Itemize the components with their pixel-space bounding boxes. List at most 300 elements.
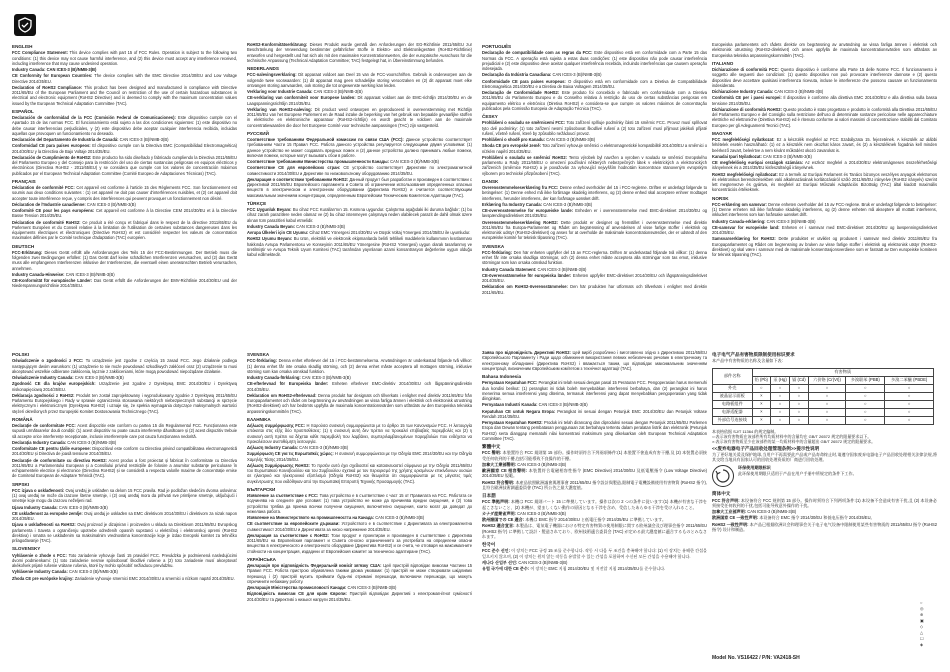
paragraph-text: Cet appareil est conforme à la Directive CEM 2014/30/EU et à la Directive Basse Tension 2014/35/EU.: [12, 208, 237, 219]
paragraph-label: RoHS2-Konformitätserklärung:: [247, 42, 308, 47]
simplified-chinese-section: [712, 498, 937, 533]
paragraph-text: This device complies with part 15 of FCC Rules. Operation is subject to the following two conditions: (1) this device may not cause harmful interference, and (2) this device must accept any interference received, including interference that may cause undesired operation.: [12, 50, 237, 66]
paragraph-text: CAN ICES-3 (B)/NMB-3(B): [518, 559, 568, 565]
compliance-paragraph: [12, 576, 237, 581]
compliance-paragraph: [247, 42, 472, 63]
compliance-paragraph: [482, 420, 707, 441]
panel-top-3: [482, 42, 707, 332]
paragraph-label: Declaration of RoHS2 Compliance:: [12, 84, 83, 90]
paragraph-label: Conformité CE pour les pays européens:: [12, 208, 95, 213]
paragraph-label: FCC izjava o usklađenosti:: [12, 487, 65, 493]
table-row: [713, 416, 934, 424]
rohs-substance-header: 六价铬 (Cr(VI)): [808, 376, 845, 384]
compliance-paragraph: [12, 393, 237, 414]
compliance-paragraph: [712, 219, 937, 224]
section-heading: NORSK: [712, 195, 729, 201]
compliance-paragraph: [12, 553, 237, 569]
compliance-paragraph: [247, 493, 472, 514]
panel-bottom-3: [482, 350, 707, 668]
compliance-paragraph: [482, 450, 707, 461]
paragraph-text: CAN ICES-3 (B)/NMB-3(B): [299, 445, 349, 450]
paragraph-label: FCC 符合声明:: [712, 497, 740, 503]
compliance-paragraph: [247, 515, 472, 520]
compliance-paragraph: [712, 225, 937, 236]
panel-top-4: [712, 42, 937, 332]
paragraph-label: FCC-förklaring:: [482, 249, 513, 255]
paragraph-label: Declaração da Indústria Canadiana:: [482, 72, 552, 78]
paragraph-text: Dit product werd ontworpen en geproduceerd in overeenstemming met Richtlijn 2011/65/EU van het Europese Parlement en de Raad inzake de beperking van het gebruik van bepaalde gevaarlijke stoffen in elektrische en elektronische apparatuur (RoHS2-richtlijn) en wordt geacht te voldoen aan de maximale concentratiewaarden die door het Europese Comité voor technische aanpassingen (TAC) zijn vastgesteld.: [247, 106, 472, 128]
compliance-paragraph: [247, 375, 472, 380]
panel-top-1: [12, 42, 237, 332]
paragraph-text: Este producto ha sido diseñado y fabricado cumpliendo la Directiva 2011/65/EU del Parlamento Europeo y del Consejo para la restricción del uso de ciertas sustancias peligrosas en equipos eléctricos y electrónicos (Directiva RoHS2 - 2011/65/EU) y se considera que cumple con los valores de concentración máximos publicados por el European Technical Adaptation Committee (Comité Europeo de Adaptaciones Técnicas) (TAC).: [12, 154, 237, 176]
compliance-paragraph: [247, 107, 472, 128]
paragraph-label: FCC megfelelőségi nyilatkozat:: [712, 137, 775, 142]
compliance-paragraph: [712, 160, 937, 171]
compliance-paragraph: [712, 172, 937, 193]
paragraph-text: Ovaj proizvod je dizajniran i proizveden u skladu sa Direktivom 2011/65/EU Evropskog parlamenta i Saveta o ograničenju upotrebe određenih opasnih supstanci u električnoj i elektronskoj opremi (RoHS2 direktiva) i smatra se usklađenim sa maksimalnim vrednostima koncentracije koje je izdao Evropski komitet za tehničko prilagođavanje (TAC).: [12, 522, 237, 543]
language-section: [247, 417, 472, 484]
paragraph-label: FCC-erklæring om samsvar:: [712, 201, 767, 207]
paragraph-label: Deklaracja zgodności z RoHS2:: [12, 392, 75, 398]
compliance-paragraph: [712, 95, 937, 106]
compliance-paragraph: [247, 89, 472, 94]
table-row: [713, 408, 934, 416]
paragraph-text: Perangkat ini sesuai dengan Petunjuk EMC 2014/30/EU dan Petunjuk Voltase Rendah 2014/35/EU.: [482, 408, 707, 419]
paragraph-text: Produkt ten został zaprojektowany i wyprodukowany zgodnie z Dyrektywą 2011/65/EU Parlamentu Europejskiego i Rady w sprawie ograniczenia stosowania niektórych niebezpiecznych substancji w sprzęcie elektrycznym i elektronicznym (Dyrektywa RoHS2) i uznaje się, że spełnia wymagania dotyczące maksymalnych wartości stężeń określonych przez Europejski Komitet Dostosowania Technicznego (TAC).: [12, 392, 237, 414]
rohs-mark-cell: ○: [808, 400, 845, 408]
rohs-substance-header: 铅 (Pb): [752, 376, 771, 384]
paragraph-text: El dispositivo cumple con la Directiva EMC (Compatibilidad Electromagnética) 2014/30/EU y la Directiva de Bajo Voltaje 2014/35/EU.: [12, 143, 237, 154]
section-heading: DANSK: [482, 178, 499, 184]
paragraph-text: Denna enhet efterlever del 15 i FCC-bestämmelserna. Användningen är underkastad följande två villkor: (1) denna enhet får inte orsaka skadlig störning, och (2) denna enhet måste acceptera all mottagen störning, inklusive störning som kan orsaka oönskad funktion.: [247, 358, 472, 374]
rohs-mark-cell: ○: [808, 408, 845, 416]
paragraph-text: Este dispositivo cumple con el Apartado 15 de las normas FCC. El funcionamiento está sujeto a las dos condiciones siguientes: (1) este dispositivo no debe causar interferencias perjudiciales, y (2) este dispositivo debe aceptar cualquier interferencia recibida, incluidas aquellas que provoquen un funcionamiento no deseado.: [12, 115, 237, 136]
rohs-mark-cell: ○: [771, 384, 790, 392]
compliance-paragraph: [12, 115, 237, 136]
certification-mark: △: [920, 630, 924, 635]
compliance-paragraph: [482, 560, 707, 565]
rohs-notes: [712, 429, 937, 444]
compliance-paragraph: [482, 155, 707, 176]
paragraph-label: RoHS2 megfelelőségi nyilatkozat:: [712, 171, 778, 177]
compliance-paragraph: [482, 72, 707, 77]
paragraph-label: 加拿大工业部声明:: [712, 509, 747, 514]
compliance-paragraph: [247, 207, 472, 223]
compliance-paragraph: [247, 72, 472, 88]
paragraph-text: Ez a termék az Európai Parlament és Tanács bizonyos veszélyes anyagok elektromos és elektronikus berendezésekben való alkalmazásának korlátozásáról szóló 2011/65/EU irányelve (RoHS2 irányelv) szerint lett megtervezve és gyártva, és megfelel az Európai Műszaki Adaptációs Bizottság (TAC) által kiadott maximális koncentrációs értékeknek.: [712, 171, 937, 193]
paragraph-text: CAN ICES-3 (B)/NMB-3(B): [67, 439, 117, 445]
paragraph-label: Shoda CE pro evropské země:: [482, 143, 541, 149]
language-section: [12, 482, 237, 544]
paragraph-text: Данный продукт был разработан и произведен в соответствии с Директивой 2011/65/EU Европейского парламента и Совета об ограничении использования определенных опасных веществ в электрическом и электронном оборудовании (Директива RoHS2) и считается соответствующим максимальным значениям концентрации, определенным Европейским Техническим Комитетом Адаптации (ТАС).: [247, 176, 472, 198]
compliance-paragraph: [12, 458, 237, 479]
compliance-paragraph: [247, 585, 472, 590]
paragraph-label: Відповідність вимогам СЕ для країн Європи:: [247, 591, 347, 597]
paragraph-label: Declaración de Cumplimiento de RoHS2:: [12, 154, 92, 160]
paragraph-label: Izjava o usklađenosti sa RoHS2:: [12, 522, 76, 528]
paragraph-label: Izjava Industry Canada:: [12, 504, 58, 510]
paragraph-label: 欧洲国家 CE 一致性声明:: [712, 515, 759, 521]
compliance-paragraph: [482, 185, 707, 201]
rohs-mark-cell: ○: [885, 400, 934, 408]
compliance-paragraph: [482, 137, 707, 142]
paragraph-text: This product has been designed and manufactured in compliance with Directive 2011/65/EU of the European Parliament and the Council on restriction of the use of certain hazardous substances in electrical and electronic equipment (RoHS2 Directive) and is deemed to comply with the maximum concentration values issued by the European Technical Adaptation Committee (TAC).: [12, 84, 237, 106]
paragraph-text: Zariadenie vyhovuje smernici EMC 2014/30/EU a smernici o nízkom napätí 2014/35/EU.: [74, 575, 235, 581]
paragraph-text: Bu ürün, elektrikli ve elektronik ekipmanlarda belirli tehlikeli maddelerin kullanımının kısıtlanması hakkında Avrupa Parlamentosu ve Konseyinin 2011/65/EU Yönergesine (RoHS2 Yönergesi) uygun olarak tasarlanmış ve üretilmiştir ve Avrupa Teknik Uyum Komitesi (TAC) tarafından yayınlanan azami konsantrasyon değerlerine uygun olduğu kabul edilmektedir.: [247, 236, 472, 257]
paragraph-text: CAN ICES-3 (B)/NMB-3(B): [347, 585, 397, 590]
language-section: [712, 61, 937, 128]
paragraph-text: Questo prodotto è stato progettato e prodotto in conformità alla Direttiva 2011/65/EU del Parlamento Europeo e del Consiglio sulla restrizione dell'uso di determinate sostanze pericolose nelle apparecchiature elettriche ed elettroniche (Direttiva RoHS2) ed è ritenuto conforme ai valori massimi di concentrazione stabiliti dal Comitato Europeo per gli Adeguamenti Tecnici (TAC).: [712, 106, 937, 128]
compliance-paragraph: [482, 468, 707, 479]
paragraph-text: CAN ICES-3 (B)/NMB-3(B): [762, 153, 812, 159]
compliance-paragraph: [247, 445, 472, 450]
paragraph-label: CE usklađenost za evropske zemlje:: [12, 510, 83, 516]
compliance-paragraph: [482, 267, 707, 272]
compliance-paragraph: [12, 250, 237, 271]
paragraph-label: RoHS2 一致性声明:: [712, 521, 749, 527]
compliance-paragraph: [712, 107, 937, 128]
compliance-paragraph: [12, 381, 237, 392]
paragraph-text: CAN ICES-3 (B)/NMB-3(B): [747, 509, 797, 514]
language-section: [247, 131, 472, 198]
paragraph-label: FCC 준수 선언:: [482, 548, 510, 554]
compliance-paragraph: [247, 393, 472, 414]
table-row: [713, 400, 934, 408]
panel-bottom-1: [12, 350, 237, 668]
section-heading: MAGYAR: [712, 130, 732, 136]
paragraph-label: Vyhlásenie o zhode s FCC:: [12, 552, 67, 558]
paragraph-label: Изявление за съответствие с FCC:: [247, 493, 319, 498]
paragraph-text: CAN ICES-3 (B)/NMB-3(B): [766, 218, 816, 224]
rohs-mark-cell: ○: [752, 384, 771, 392]
language-section: [12, 546, 237, 581]
compliance-paragraph: [712, 89, 937, 94]
paragraph-label: CE съответствие за европейските държави:: [247, 521, 340, 527]
rohs-mark-cell: ×: [752, 416, 771, 424]
paragraph-text: Toto zariadenie vyhovuje časti 15 pravidiel FCC. Prevádzka je podmienená nasledujúcimi dvomi podmienkami: (1) toto zariadenie nesmie spôsobovať škodlivé rušenie a (2) toto zariadenie musí akceptovať akékoľvek prijaté rušenie vrátane rušenia, ktoré by mohlo spôsobiť nežiaducu prevádzku.: [12, 552, 237, 568]
paragraph-label: CE-efterlevnad för Europeiska länder:: [247, 381, 329, 387]
paragraph-text: Denne enhed overholder del 15 i FCC-reglerne. Driften er underlagt følgende to betingelser: (1) Denne enhed må ikke forårsage skadelig interferens, og (2) denne enhed skal acceptere enhver modtaget interferens, herunder interferens, der kan forårsage uønsket drift.: [482, 185, 707, 201]
paragraph-label: Erklæring fra Industry Canada:: [482, 201, 543, 207]
recycle-icon: [712, 465, 734, 487]
paragraph-text: Η συσκευή συμμορφώνεται με την Οδηγία EMC 2014/30/EU και την Οδηγία Χαμηλής Τάσης 2014/35/EU.: [247, 451, 472, 462]
paragraph-text: Denna produkt har designats och tillverkats i enlighet med direktiv 2011/65/EU från Europaparlamentet och rådet om begränsning av användningen av vissa farliga ämnen i elektrisk och elektronisk utrustning (RoHS2-direktivet) och har bedömts uppfylla de maximala koncentrationsvärden som utfärdats av den Europeiska tekniska anpassningskommittén (TAC).: [247, 392, 472, 414]
paragraph-label: Overensstemmelseserklæring fra FCC:: [482, 185, 559, 190]
compliance-paragraph: [247, 177, 472, 198]
rohs-mark-cell: ○: [771, 392, 790, 400]
paragraph-label: FCC 準拠声明:: [482, 499, 510, 505]
paragraph-label: Verklaring van RoHS2-naleving:: [247, 106, 312, 112]
paragraph-text: 本裝置符合電磁相容性指令 (EMC Directive) 2014/30/EU 及低電壓指令 (Low Voltage Directive) 2014/35/EU 規範。: [482, 468, 707, 479]
paragraph-label: Déclaration de l'Industrie canadienne:: [12, 201, 86, 207]
compliance-paragraph: [12, 143, 237, 154]
compliance-paragraph: [712, 509, 937, 514]
paragraph-label: カナダ産業省声明:: [482, 510, 516, 516]
paragraph-text: Този продукт е проектиран и произведен в съответствие с Директива 2011/65/EU на Европейския парламент и Съвета относно ограничението за употребата на определени опасни вещества в електрическото и електронното оборудване (Директива RoHS2) и се счита, че отговаря на максималните стойности на концентрация, издадени от Европейския комитет за техническо адаптиране (TAC).: [247, 532, 472, 554]
certification-mark: ⊕: [920, 612, 924, 617]
paragraph-text: CAN ICES-3 (B)/NMB-3(B): [74, 375, 124, 380]
compliance-paragraph: [482, 499, 707, 510]
paragraph-text: Το προϊόν αυτό έχει σχεδιαστεί και κατασκευαστεί σύμφωνα με την Οδηγία 2011/65/EU του Ευρωπαϊκού Κοινοβουλίου και του Συμβουλίου σχετικά με τον περιορισμό της χρήσης ορισμένων επικίνδυνων ουσιών σε ηλεκτρικό και ηλεκτρονικό εξοπλισμό (Οδηγία RoHS2) και θεωρείται ότι συμμορφώνεται με τις μέγιστες τιμές συγκέντρωσης που εκδόθηκαν από την Ευρωπαϊκή Επιτροπή Τεχνικής Προσαρμογής (TAC).: [247, 462, 472, 484]
compliance-paragraph: [247, 563, 472, 584]
rohs-note: ×:表示该有害物质至少在该部件的某一均质材料中的含量超出 GB/T 26572 规定的限量要求。: [712, 438, 876, 444]
paragraph-label: Pernyataan Industri Kanada:: [482, 402, 538, 408]
compliance-paragraph: [247, 358, 472, 374]
compliance-paragraph: [712, 42, 937, 58]
compliance-paragraph: [482, 50, 707, 71]
compliance-paragraph: [482, 548, 707, 559]
compliance-paragraph: [712, 137, 937, 153]
compliance-paragraph: [12, 208, 237, 219]
compliance-paragraph: [247, 159, 472, 164]
paragraph-label: Verklaring voor Industrie Canada:: [247, 89, 313, 94]
paragraph-label: Avrupa Ülkeleri için CE Uyumu:: [247, 230, 309, 235]
paragraph-text: Dispozitivul este conform cu Directiva privind compatibilitatea electromagnetică 2014/30/EU și Directiva de joasă tensiune 2014/35/EU.: [12, 446, 237, 457]
paragraph-label: FCC Uygunluk Beyanı:: [247, 207, 292, 212]
compliance-paragraph: [482, 380, 707, 401]
paragraph-text: 本产品已根据欧洲议会和理事会关于电子电气设备中限制使用某些有害物质的 2011/65/EU 指令 (RoHS2 指令) 设计和制造。: [712, 521, 937, 532]
paragraph-text: Urządzenie jest zgodne z Dyrektywą EMC 2014/30/EU i Dyrektywą niskonapięciową 2014/35/EU.: [12, 381, 237, 392]
compliance-paragraph: [247, 165, 472, 176]
paragraph-text: 이 장치는 FCC 규정 15 조를 준수합니다. 작동 시 다음 두 조건을 충족해야 합니다: (1) 이 장치는 유해한 간섭을 일으키지 않으며, (2) 이 장치는 원치 않는 작동을 유발할 수 있는 간섭을 포함하여 수신된 모든 간섭을 수용해야 합니다.: [482, 548, 707, 559]
compliance-paragraph: [482, 566, 707, 571]
paragraph-text: Enheten er i samsvar med EMC-direktivet 2014/30/EU og lavspenningsdirektivet 2014/35/EU.: [712, 224, 937, 235]
paragraph-label: Соответствие требованиям Министерства промышленности Канады:: [247, 159, 389, 164]
language-section: [12, 44, 237, 106]
paragraph-label: 欧州諸国での CE 適合:: [482, 517, 525, 522]
rohs-part-name: 外壳: [713, 384, 753, 392]
compliance-paragraph: [482, 462, 707, 467]
language-section: [482, 444, 707, 490]
paragraph-label: Kepatuhan CE untuk Negara Eropa:: [482, 408, 556, 414]
section-heading: ΕΛΛΗΝΙΚΑ: [247, 416, 271, 422]
compliance-paragraph: [12, 446, 237, 457]
paragraph-text: Ovaj uređaj je usklađen sa delom 15 FCC pravila. Rad je podložan sledećim dvoma uslovima: (1) ovaj uređaj ne može da izazove štetne smetnje, i (2) ovaj uređaj mora da prihvati sve primljene smetnje, uključujući i smetnje koje mogu da izazovu neželjeni rad.: [12, 487, 237, 504]
compliance-paragraph: [12, 155, 237, 176]
rohs-header-group: 有害物质: [752, 368, 934, 376]
rohs-note: 本表格依据 SJ/T 11364 的规定编制。: [712, 428, 779, 434]
rohs-mark-cell: ○: [789, 392, 808, 400]
compliance-paragraph: [12, 278, 237, 289]
paragraph-text: CAN ICES-3 (B)/NMB-3(B): [543, 201, 593, 207]
paragraph-text: Cihaz EMC Yönergesi 2014/30/EU ve Düşük Voltaj Yönergesi 2014/35/EU ile uyumludur.: [309, 230, 471, 235]
section-heading: ČESKY: [482, 114, 498, 119]
paragraph-label: Zgodność CE dla krajów europejskich:: [12, 381, 96, 387]
rohs-mark-cell: ○: [789, 400, 808, 408]
paragraph-text: Questo dispositivo è conforme alla Parte 15 delle Norme FCC. Il funzionamento è soggetto alle seguenti due condizioni: (1) questo dispositivo non può provocare interferenze dannose e (2) questo dispositivo deve accettare qualsiasi interferenza ricevuta, incluse le interferenze che possono causare un funzionamento indesiderato.: [712, 67, 937, 88]
paragraph-text: Пристрій відповідає Директиві з електромагнітної сумісності 2014/30/EU та Директиві з низької напруги 2014/35/EU.: [247, 591, 472, 602]
compliance-paragraph: [247, 230, 472, 235]
paragraph-label: Prohlášení o souladu se směrnicí RoHS2:: [482, 154, 567, 160]
section-heading: NEDERLANDS: [247, 66, 279, 71]
paragraph-text: Това устройство е в съответствие с част 15 от Правилата на FCC. Работата се подчинява на следните две условия: (1) това устройство не може да причинява вредни смущения, и (2) това устройство трябва да приема всички получени смущения, включително смущения, които могат да доведат до нежелана работа.: [247, 493, 472, 514]
certification-mark: ◎: [920, 606, 924, 611]
paragraph-text: Ovaj uređaj je usklađen sa EMC direktivom 2014/30/EU i direktivom za nizak napon 2014/35/EU.: [12, 510, 237, 521]
compliance-paragraph: [712, 522, 937, 533]
language-section: [712, 42, 937, 58]
rohs-substance-header: 镉 (Cd): [789, 376, 808, 384]
paragraph-text: Enheten uppfyller EMC-direktivet 2014/30/EU och lågspänningsdirektivet 2014/35/EU.: [482, 272, 707, 283]
rohs-mark-cell: ×: [752, 408, 771, 416]
rohs-substance-header: 多溴二苯醚 (PBDE): [885, 376, 934, 384]
paragraph-label: Декларація про відповідність Федеральній комісії зв'язку США:: [247, 563, 382, 568]
paragraph-text: Dette produkt er designet og fremstillet i overensstemmelse med direktiv 2011/65/EU fra Europa-Parlamentet og Rådet om begrænsning af anvendelsen af visse farlige stoffer i elektrisk og elektronisk udstyr (RoHS2-direktivet) og anses for at overholde de maksimale koncentrationsværdier, der er udstedt af den europæiske komité for teknisk tilpasning (TAC).: [482, 219, 707, 241]
compliance-paragraph: [12, 440, 237, 445]
rohs-china-heading: 电子电气产品有害物质限制使用标识要求: [712, 352, 795, 357]
compliance-paragraph: [482, 511, 707, 516]
paragraph-text: Bu cihaz FCC Kuralları'nın 15. Kısmına uygundur. Çalıştırma aşağıdaki iki duruma bağlıdır: (1) bu cihaz zararlı parazitlere neden olamaz ve (2) bu cihaz istenmeyen çalışmaya neden olabilecek parazit de dahil olmak üzere alınan tüm parazitleri kabul etmelidir.: [247, 207, 472, 223]
compliance-paragraph: [12, 73, 237, 84]
compliance-paragraph: [712, 202, 937, 218]
paragraph-label: CE Conformity for European Countries:: [12, 73, 93, 79]
paragraph-text: Ce produit a été conçu et fabriqué dans le respect de la directive 2011/65/EU du Parlement Européen et du Conseil relative à la limitation de l'utilisation de certaines substances dangereuses dans les équipements électriques et électroniques (Directive RoHS2) et est considéré respecter les valeurs de concentration maximales définies par le Comité technique d'adaptation (TAC) européen.: [12, 219, 237, 241]
compliance-paragraph: [12, 505, 237, 510]
rohs-part-name: 电源适配器: [713, 408, 753, 416]
language-section: [712, 196, 937, 258]
paragraph-text: Enheden er i overensstemmelse med EMC-direktivet 2014/30/EU og lavspændingsdirektivet 2014/35/EU.: [482, 208, 707, 219]
brand-logo: [14, 14, 36, 36]
compliance-paragraph: [247, 95, 472, 106]
compliance-paragraph: [712, 498, 937, 509]
paragraph-label: 유럽 국가에 대한 CE 준수:: [482, 566, 530, 571]
paragraph-label: Oświadczenie o zgodności z FCC:: [12, 358, 84, 364]
paragraph-label: FCC Compliance Statement:: [12, 50, 68, 56]
paragraph-label: Declarația Industry Canada:: [12, 439, 67, 445]
paragraph-label: RoHS2 Uyumu Beyanı:: [247, 236, 293, 242]
paragraph-text: Tento výrobek byl navržen a vyroben v souladu se směrnicí Evropského parlamentu a Rady 2011/65/EU o omezení používání některých nebezpečných látek v elektrických a elektronických zařízeních (směrnice RoHS2) a je považován za vyhovující nejvyšším hodnotám koncentrace stanoveným evropským výborem pro technické přizpůsobení (TAC).: [482, 154, 707, 176]
paragraph-label: CE-overensstemmelse for europæiske lande:: [482, 208, 574, 213]
recycle-block: [712, 465, 937, 487]
language-section: [482, 493, 707, 539]
compliance-paragraph: [247, 224, 472, 229]
compliance-paragraph: [12, 375, 237, 380]
paragraph-text: CAN ICES-3 (B)/NMB-3(B): [296, 223, 346, 229]
compliance-paragraph: [482, 90, 707, 111]
language-section: [12, 179, 237, 241]
section-heading: УКРАЇНСЬКА: [247, 556, 276, 562]
paragraph-text: CE устройство соответствует Директиве по электромагнитной совместимости 2014/30/EU и Директиве по низковольтному оборудованию 2014/35/EU.: [247, 165, 472, 176]
compliance-paragraph: [247, 451, 472, 462]
paragraph-label: CE megfelelőség európai országok számára:: [712, 160, 804, 165]
paragraph-text: Il dispositivo è conforme alla direttiva EMC 2014/30/EU e alla direttiva sulla bassa tensione 2014/35/EU.: [712, 95, 937, 106]
language-section: [247, 201, 472, 258]
paragraph-label: 歐洲國家 CE 相容聲明:: [482, 468, 528, 473]
rohs-mark-cell: ○: [808, 392, 845, 400]
paragraph-label: Oświadczenie Industry Canada:: [12, 375, 74, 380]
paragraph-text: CAN ICES-3 (B)/NMB-3(B): [552, 72, 602, 78]
language-section: [247, 557, 472, 602]
rohs-note: ○:表示该有害物质在该部件所有均质材料中的含量均在 GB/T 26572 规定的限量要求以下。: [712, 433, 872, 439]
language-section: [247, 487, 472, 554]
recycling-heading: <<废弃电器电子产品回收处理管理条例>>提示性说明: [712, 445, 820, 451]
paragraph-label: 加拿大工業部聲明:: [482, 461, 517, 467]
paragraph-text: Dit apparaat voldoet aan de EMC-richtlijn 2014/30/EU en de Laagspanningsrichtlijn 2014/35/EU.: [247, 95, 472, 106]
paragraph-text: Данное устройство соответствует требованиям Части 15 Правил FCC. Работа данного устройства регулируется следующими двумя условиями: (1) данное устройство не может создавать вредных помех и (2) данное устройство должно принимать любые помехи, включая помехи, которые могут вызывать сбои в работе.: [247, 137, 472, 158]
paragraph-text: CAN ICES-3 (B)/NMB-3(B): [774, 89, 824, 94]
compliance-paragraph: [247, 137, 472, 158]
paragraph-label: Декларация за съответствие с RoHS2:: [247, 532, 330, 538]
rohs-mark-cell: ○: [846, 384, 885, 392]
language-section: [247, 352, 472, 414]
paragraph-label: Overensstemmelseserklæring RoHS2:: [482, 219, 559, 225]
paragraph-label: FCC-Erklärung:: [12, 249, 43, 255]
paragraph-text: To urządzenie jest zgodne z częścią 15 zasad FCC. Jego działanie podlega następującym dwóm warunkom: (1) urządzenie to nie może powodować szkodliwych zakłóceń oraz (2) urządzenie to musi akceptować wszelkie odbierane zakłócenia, łącznie z zakłóceniami, które mogą powodować niepożądane działanie.: [12, 358, 237, 374]
compliance-paragraph: [247, 533, 472, 554]
paragraph-text: Denne enheten overholder del 15 av FCC-reglene. Bruk er underlagt følgende to betingelser: (1) Denne enheten må ikke forårsake skadelig interferens, og (2) denne enheten må akseptere all mottatt interferens, inkludert interferens som kan forårsake uønsket drift.: [712, 201, 937, 218]
panel-bottom-2: [247, 350, 472, 668]
recycling-text: 为了更好地关爱及保护地球,当用户不再需要此产品或产品寿命终止时,请遵守国家废弃电器电子产品回收处理相关法律法规,将其交给当地具有国家认可的回收处理资质的厂商进行回收处理。: [712, 451, 937, 462]
rohs-mark-cell: ○: [808, 416, 845, 424]
rohs-mark-cell: ○: [771, 400, 790, 408]
paragraph-label: Соответствие требованиям Федеральной комиссии по связи США (FCC):: [247, 137, 404, 142]
language-section: [12, 352, 237, 414]
paragraph-text: Dieses Gerät erfüllt alle Anforderungen des Teils 15 der FCC-Bestimmungen. Der Betrieb muss die folgenden zwei Bedingungen erfüllen: (1) Das Gerät darf keine schädlichen Interferenzen verursachen, und (2) das Gerät muss alle empfangenen Interferenzen inklusive der Interferenzen, die eventuell einen unerwünschten Betrieb verursachen, annehmen.: [12, 249, 237, 271]
paragraph-text: 本產品依照歐洲議會與理事會 2011/65/EU 指令設計與製造,限制電子電機設備使用有害物質 (RoHS2 指令),且符合歐洲技術調適委員會 (TAC) 所公告之最大濃度值。: [482, 479, 707, 490]
rohs-mark-cell: ○: [808, 384, 845, 392]
paragraph-text: Устройството е в съответствие с Директивата за електромагнитна съвместимост 2014/30/EU и Директивата за ниско напрежение 2014/35/EU.: [247, 521, 472, 532]
paragraph-label: Industry Canada Beyanı:: [247, 223, 295, 229]
rohs-mark-cell: ○: [885, 416, 934, 424]
compliance-paragraph: [12, 511, 237, 522]
paragraph-text: The device complies with the EMC Directive 2014/30/EU and Low Voltage Directive 2014/35/EU.: [12, 73, 237, 84]
recycle-text: 此环保使用期限只适用于产品在用户手册中所规定的条件下工作。: [738, 470, 857, 476]
language-section: [482, 542, 707, 571]
compliance-paragraph: [482, 284, 707, 295]
paragraph-label: Pernyataan Kepatuhan RoHS2:: [482, 420, 543, 425]
compliance-paragraph: [247, 381, 472, 392]
section-heading: 한국어: [482, 542, 496, 547]
compliance-paragraph: [482, 523, 707, 539]
paragraph-label: Industry Canada Statement:: [482, 266, 537, 272]
compliance-paragraph: [12, 569, 237, 574]
compliance-paragraph: [12, 50, 237, 66]
certification-mark: ◇: [920, 624, 924, 629]
section-heading: DEUTSCH: [12, 243, 35, 249]
section-heading: ROMÂNĂ: [12, 416, 33, 422]
language-section: [482, 44, 707, 111]
rohs-header-part: 部件名称: [713, 368, 753, 384]
compliance-paragraph: [12, 423, 237, 439]
language-section: [12, 244, 237, 289]
paragraph-text: CAN ICES-3 (B)/NMB-3(B): [58, 504, 108, 510]
paragraph-text: 本设备符合 FCC 规则第 15 部分。操作时须符合下列两项条件:(1) 本设备不会造成有害干扰,且 (2) 本设备必须接受任何收到的干扰,包括可能导致意外操作的干扰。: [712, 497, 937, 508]
compliance-paragraph: [12, 522, 237, 543]
recycle-label: 环保使用期限标识: [738, 465, 771, 471]
compliance-paragraph: [12, 202, 237, 207]
paragraph-text: 本设备符合 EMC 指令 2014/30/EU 和低电压指令 2014/35/EU。: [759, 515, 875, 521]
paragraph-label: Industry Canada-Hinweise:: [12, 271, 65, 277]
paragraph-text: Toto zařízení vyhovuje směrnici o elektromagnetické kompatibilitě 2014/30/EU a směrnici o nízkém napětí 2014/35/EU.: [482, 143, 707, 154]
paragraph-text: Este dispositivo está em conformidade com a Parte 15 das Normas da FCC. A operação está sujeita a estas duas condições: (1) este dispositivo não pode causar interferência prejudicial e (2) este dispositivo deve aceitar qualquer interferência recebida, incluindo interferências que causem operação indesejada.: [482, 50, 707, 71]
paragraph-label: Prohlášení o souladu se směrnicemi FCC:: [482, 120, 566, 126]
rohs-part-name: 液晶显示面板: [713, 392, 753, 400]
section-heading: 繁體中文: [482, 444, 501, 449]
paragraph-label: Dichiarazione Industry Canada:: [712, 89, 774, 94]
rohs-mark-cell: ×: [752, 392, 771, 400]
paragraph-label: Declarație de conformitate FCC:: [12, 423, 76, 428]
rohs-mark-cell: ○: [789, 384, 808, 392]
paragraph-text: Dette produktet er utviklet og produsert i samsvar med direktiv 2011/65/EU fra Europaparlamentet og Rådet om begrensning av bruken av visse farlige stoffer i elektrisk og elektronisk utstyr (RoHS2-direktivet) og skal være i samsvar med de maksimale konsentrasjonsverdiene som er fastsatt av Den europeiske komiteen for teknisk tilpasning (TAC).: [712, 236, 937, 257]
paragraph-label: Prohlášení o shodě pro Kanadu:: [482, 137, 546, 142]
compliance-paragraph: [247, 591, 472, 602]
language-section: [12, 109, 237, 176]
shield-icon: [17, 17, 33, 33]
rohs-mark-cell: ×: [752, 400, 771, 408]
compliance-paragraph: [12, 137, 237, 142]
language-section: [712, 131, 937, 193]
paragraph-text: Η παρούσα συσκευή συμμορφώνεται με το άρθρο 15 των Κανονισμών FCC. Η λειτουργία υπόκειται στις εξής δύο προϋποθέσεις: (1) η συσκευή αυτή δεν πρέπει να προκαλεί επιβλαβείς παρεμβολές και (2) η συσκευή αυτή πρέπει να δέχεται κάθε παρεμβολή που λαμβάνει, συμπεριλαμβανομένων παρεμβολών που ενδέχεται να προκαλέσουν ανεπιθύμητη λειτουργία.: [247, 423, 472, 444]
language-section: [482, 350, 707, 371]
